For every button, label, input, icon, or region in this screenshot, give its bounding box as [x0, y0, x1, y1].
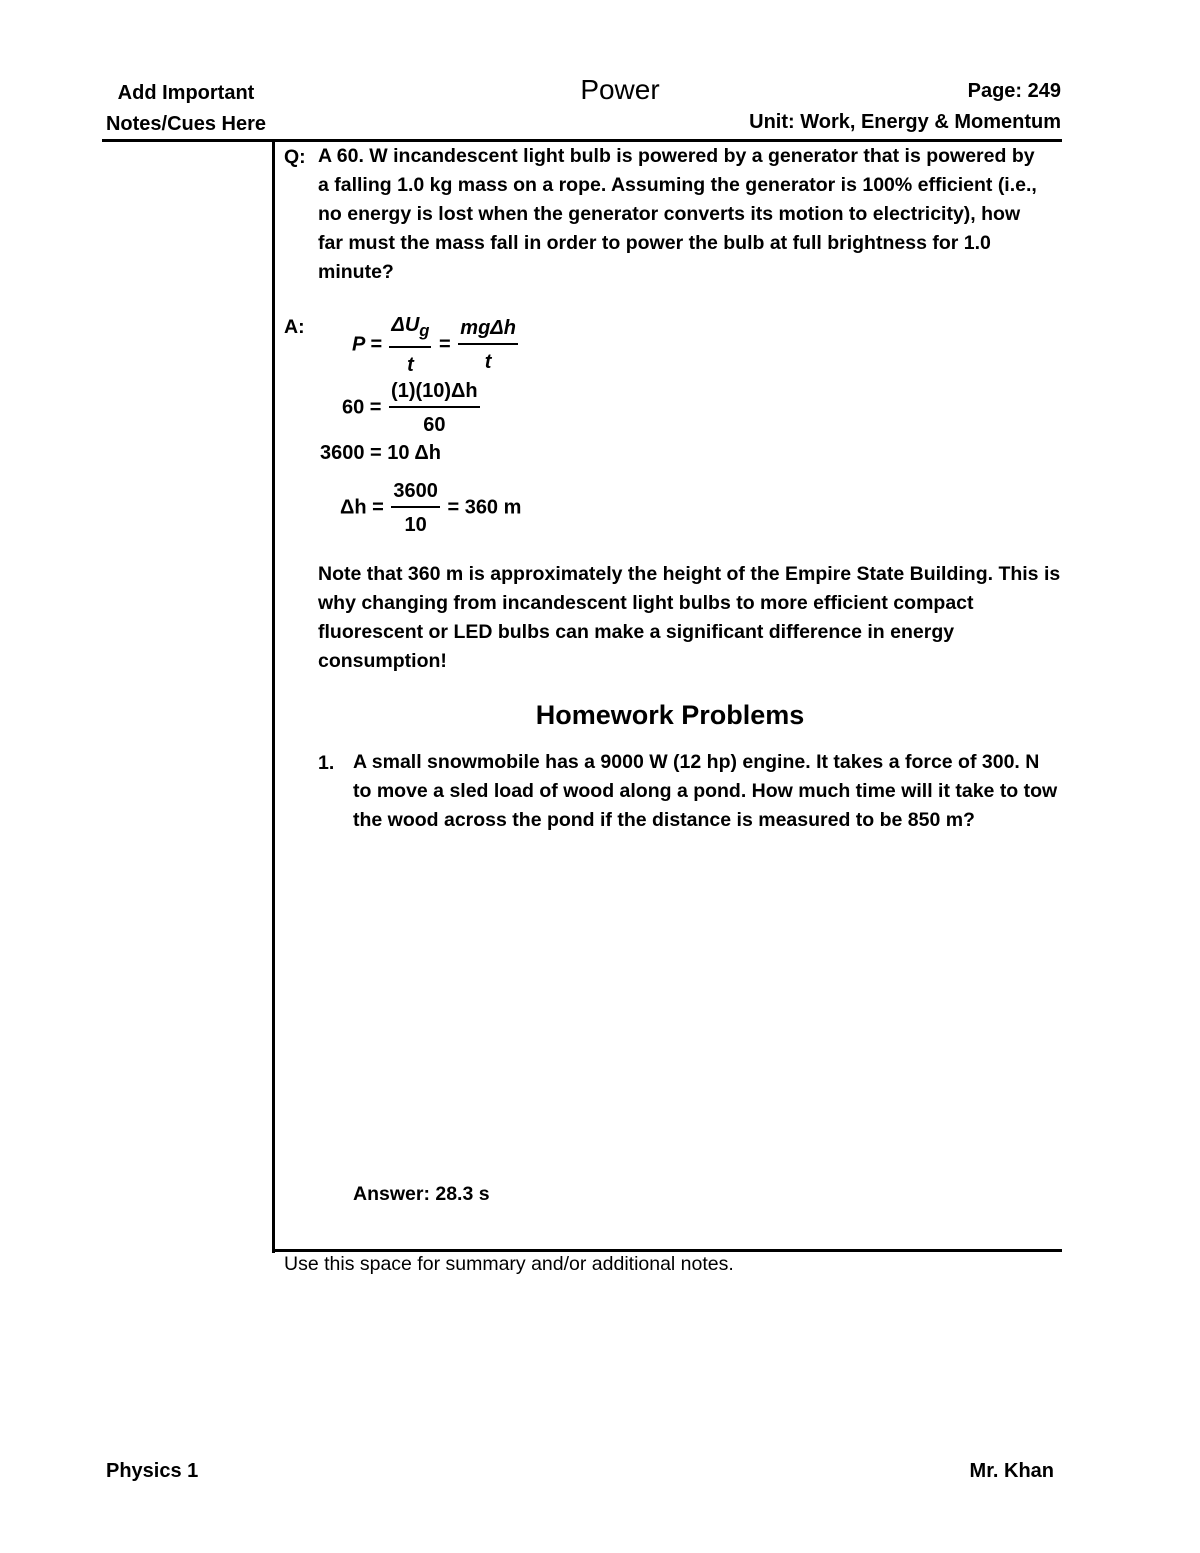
- homework-title: Homework Problems: [535, 700, 805, 730]
- question-label: Q:: [284, 146, 306, 168]
- footer-course: Physics 1: [106, 1460, 199, 1482]
- eq1-frac1-den: t: [407, 354, 414, 376]
- unit-label: Unit: Work, Energy & Momentum: [749, 111, 1061, 133]
- page-title: Power: [580, 74, 660, 105]
- problem-text: A small snowmobile has a 9000 W (12 hp) engine. It takes a force of 300. N to move a sled load of wood along a pond. How much time will it take to tow the wood across the pond if the distance is measured to be 850 m?: [353, 751, 1058, 831]
- eq1-frac1-num: ΔU: [391, 314, 420, 336]
- notes-cues-header-line2: Notes/Cues Here: [105, 113, 267, 135]
- eq2-lhs: 60 =: [342, 396, 382, 419]
- eq4-fraction: [391, 478, 440, 538]
- summary-divider: [272, 1249, 1062, 1252]
- eq2-num: (1)(10)Δh: [389, 378, 480, 408]
- equation-power-definition: [352, 312, 520, 378]
- question-text: A 60. W incandescent light bulb is powered by a generator that is powered by a falling 1.0 kg mass on a rope. Assuming the generator is 100% efficient (i.e., no energy is lost when the generator converts its motion to electricity), how far must the mass fall in order to power the bulb at full brightness for 1.0 minute?: [318, 145, 1037, 283]
- note-paragraph: Note that 360 m is approximately the height of the Empire State Building. This is why changing from incandescent light bulbs to more efficient compact fluorescent or LED bulbs can make a significant difference in energy consumption!: [318, 563, 1061, 672]
- problem-number: 1.: [318, 752, 335, 774]
- eq2-den: 60: [423, 414, 446, 436]
- eq1-fraction-2: [458, 315, 518, 375]
- eq4-rhs: = 360 m: [447, 496, 522, 519]
- notes-cues-header-line1: Add Important: [117, 82, 255, 104]
- problem-answer: Answer: 28.3 s: [353, 1183, 490, 1205]
- eq2-fraction: [389, 378, 480, 438]
- eq1-frac1-sub: g: [419, 321, 430, 340]
- eq1-fraction-1: [389, 312, 431, 378]
- footer-teacher: Mr. Khan: [969, 1460, 1054, 1482]
- eq1-lhs: P =: [352, 333, 382, 356]
- eq4-num: 3600: [391, 478, 440, 508]
- equation-substitution: [342, 378, 482, 438]
- equation-result: [340, 478, 521, 538]
- eq1-equals: =: [439, 333, 451, 356]
- answer-label: A:: [284, 316, 305, 338]
- page-number: Page: 249: [967, 80, 1061, 102]
- eq4-lhs: Δh =: [340, 496, 384, 519]
- eq4-den: 10: [404, 514, 427, 536]
- eq1-frac2-num: mgΔh: [458, 315, 518, 345]
- equation-simplified: 3600 = 10 Δh: [320, 442, 441, 464]
- margin-divider: [272, 139, 275, 1253]
- eq1-frac2-den: t: [484, 351, 492, 373]
- summary-prompt: Use this space for summary and/or additional notes.: [284, 1253, 734, 1275]
